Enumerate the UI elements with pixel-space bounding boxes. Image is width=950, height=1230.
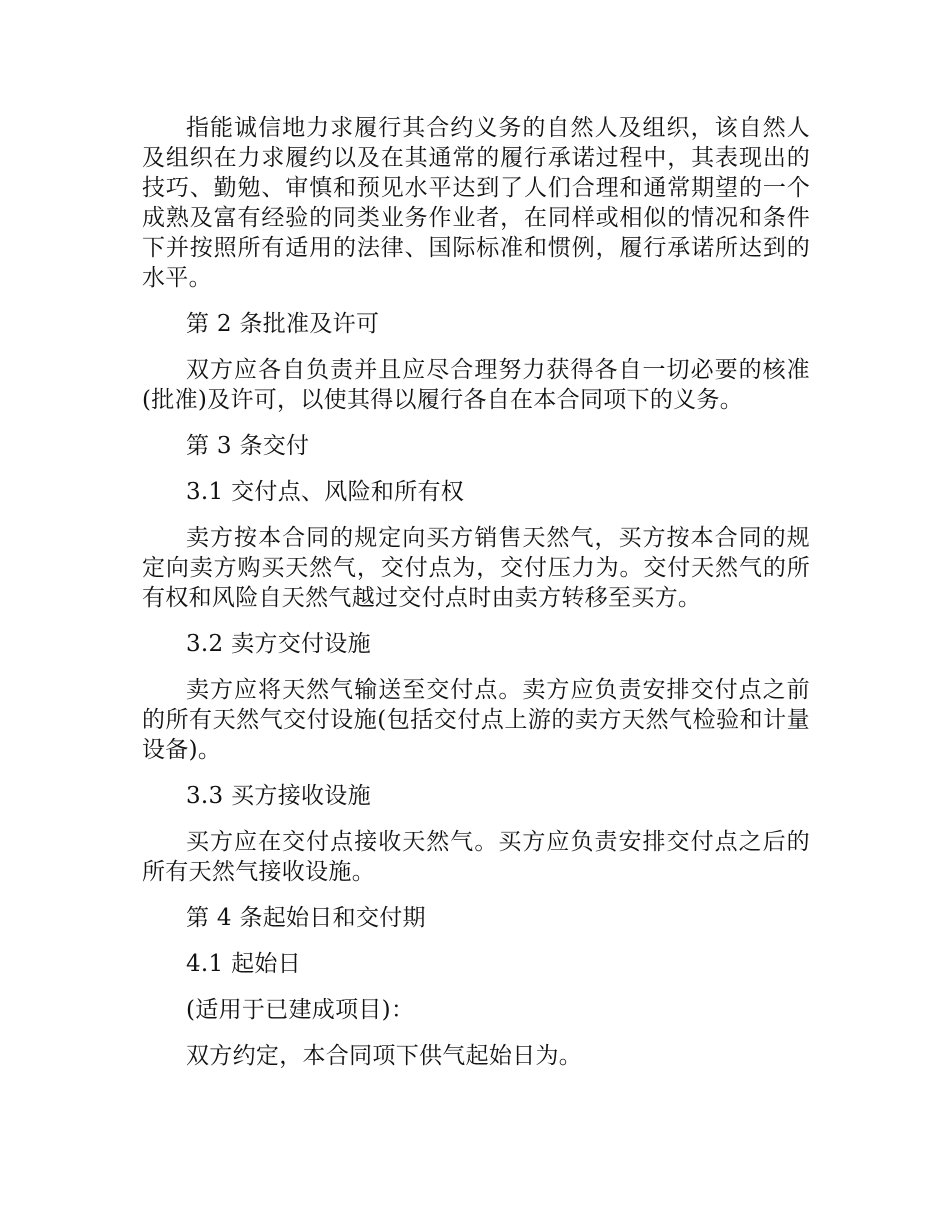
paragraph-seller-facilities: 卖方应将天然气输送至交付点。卖方应负责安排交付点之前的所有天然气交付设施(包括交付点上游的卖方天然气检验和计量设备)。: [142, 677, 810, 763]
heading-section-3-1: 3.1 交付点、风险和所有权: [186, 479, 465, 505]
paragraph-delivery-point: 卖方按本合同的规定向买方销售天然气，买方按本合同的规定向卖方购买天然气，交付点为，交付压力为。交付天然气的所有权和风险自天然气越过交付点时由卖方转移至买方。: [142, 525, 810, 611]
heading-article-4: 第 4 条起始日和交付期: [186, 905, 426, 931]
paragraph-definition: 指能诚信地力求履行其合约义务的自然人及组织，该自然人及组织在力求履约以及在其通常的履行承诺过程中，其表现出的技巧、勤勉、审慎和预见水平达到了人们合理和通常期望的一个成熟及富有经验的同类业务作业者，在同样或相似的情况和条件下并按照所有适用的法律、国际标准和惯例，履行承诺所达到的水平。: [142, 115, 810, 291]
note-applicable-projects: (适用于已建成项目)：: [186, 997, 415, 1023]
heading-article-3: 第 3 条交付: [186, 433, 310, 459]
document-body: [142, 113, 810, 1087]
paragraph-approvals: 双方应各自负责并且应尽合理努力获得各自一切必要的核准(批准)及许可，以使其得以履行各自在本合同项下的义务。: [142, 357, 810, 413]
heading-section-3-3: 3.3 买方接收设施: [186, 783, 371, 809]
heading-section-3-2: 3.2 卖方交付设施: [186, 631, 371, 657]
heading-article-2: 第 2 条批准及许可: [186, 311, 380, 337]
paragraph-buyer-facilities: 买方应在交付点接收天然气。买方应负责安排交付点之后的所有天然气接收设施。: [142, 829, 810, 885]
paragraph-start-date: 双方约定，本合同项下供气起始日为。: [186, 1043, 583, 1069]
heading-section-4-1: 4.1 起始日: [186, 951, 301, 977]
